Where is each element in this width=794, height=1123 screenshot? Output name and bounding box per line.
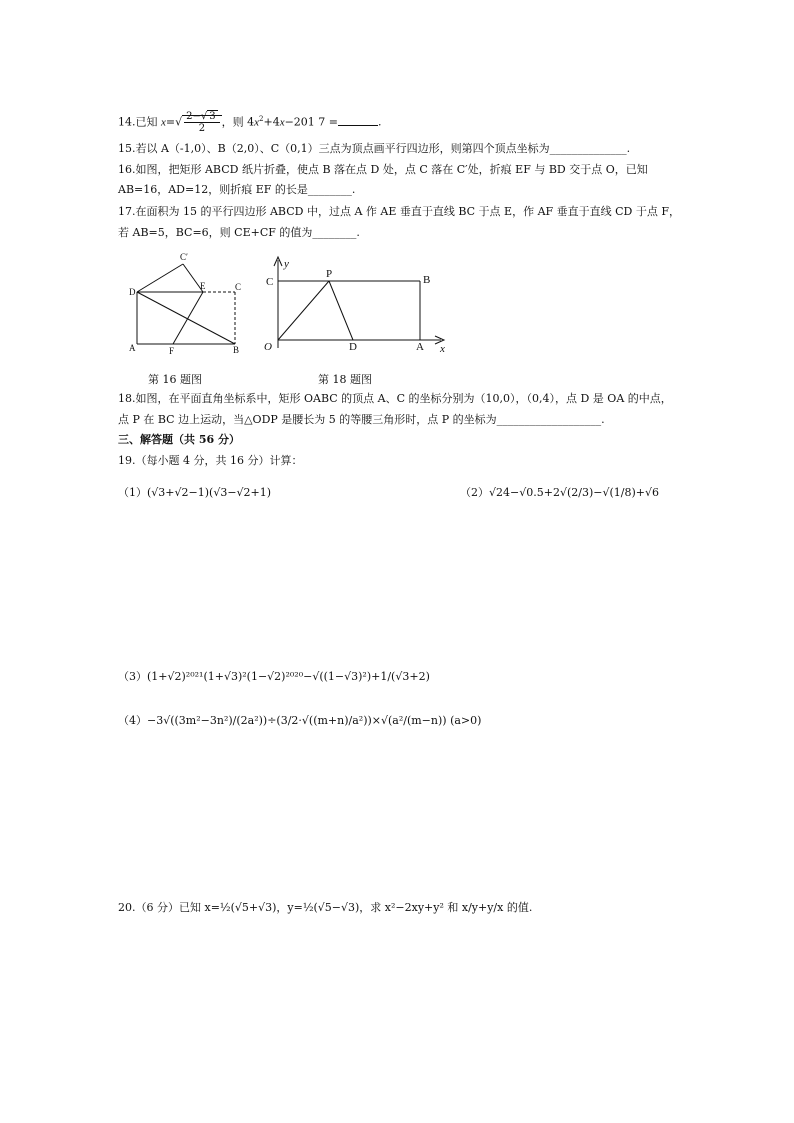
section-3-title: 三、解答题（共 56 分） <box>118 433 240 446</box>
figure-18 <box>258 252 453 358</box>
edge-DC1 <box>137 264 183 292</box>
segment-PD <box>329 281 353 340</box>
question-15: 15.若以 A（-1,0）、B（2,0）、C（0,1）三点为顶点画平行四边形，则第四个顶点坐标为______________. <box>118 142 631 155</box>
label-D: D <box>349 341 357 353</box>
label-F: F <box>169 346 175 356</box>
question-18-line2: 点 P 在 BC 边上运动，当△ODP 是腰长为 5 的等腰三角形时，点 P 的坐标为___________________. <box>118 413 605 426</box>
label-C: C <box>235 282 242 292</box>
question-17-line2: 若 AB=5，BC=6，则 CE+CF 的值为________. <box>118 226 360 239</box>
q14-prefix: 14.已知 <box>118 115 161 129</box>
label-B: B <box>233 345 240 355</box>
question-20: 20.（6 分）已知 x=½(√5+√3)，y=½(√5−√3)，求 x²−2xy+y² 和 x/y+y/x 的值. <box>118 901 533 914</box>
diagonal-DB <box>137 292 235 344</box>
label-O: O <box>264 341 272 353</box>
label-B: B <box>423 274 431 286</box>
question-16-line2: AB=16，AD=12，则折痕 EF 的长是________. <box>118 183 356 196</box>
figure-16 <box>125 252 250 358</box>
caption-fig16: 第 16 题图 <box>148 373 202 386</box>
q19-part4: （4）−3√((3m²−3n²)/(2a²))÷(3/2·√((m+n)/a²))×√(a²/(m−n)) (a>0) <box>118 714 482 727</box>
label-C: C <box>266 276 274 288</box>
label-y: y <box>284 258 289 270</box>
caption-fig18: 第 18 题图 <box>318 373 372 386</box>
label-P: P <box>326 268 333 280</box>
label-A: A <box>416 341 424 353</box>
label-x: x <box>440 343 445 355</box>
q19-part2: （2）√24−√0.5+2√(2/3)−√(1/8)+√6 <box>460 486 659 499</box>
segment-OP <box>278 281 329 340</box>
label-A: A <box>129 343 136 353</box>
label-E: E <box>200 281 206 291</box>
question-17-line1: 17.在面积为 15 的平行四边形 ABCD 中，过点 A 作 AE 垂直于直线 BC 于点 E，作 AF 垂直于直线 CD 于点 F， <box>118 205 680 218</box>
crease-EF <box>173 292 203 344</box>
label-D: D <box>129 287 136 297</box>
question-18-line1: 18.如图，在平面直角坐标系中，矩形 OABC 的顶点 A、C 的坐标分别为（10,0），（0,4），点 D 是 OA 的中点， <box>118 392 672 405</box>
q19-part3: （3）(1+√2)²⁰²¹(1+√3)²(1−√2)²⁰²⁰−√((1−√3)²)+1/(√3+2) <box>118 670 430 683</box>
question-14: 14.已知 x=√ $\frac{2-√ 3}{2}$ ，则 $4x^2+4x-201$ 7 = . <box>118 111 382 134</box>
q19-part1: （1）(√3+√2−1)(√3−√2+1) <box>118 486 272 499</box>
label-C1: C′ <box>180 252 188 262</box>
question-19-title: 19.（每小题 4 分，共 16 分）计算： <box>118 454 303 467</box>
question-16-line1: 16.如图，把矩形 ABCD 纸片折叠，使点 B 落在点 D 处，点 C 落在 C′处，折痕 EF 与 BD 交于点 O，已知 <box>118 163 648 176</box>
